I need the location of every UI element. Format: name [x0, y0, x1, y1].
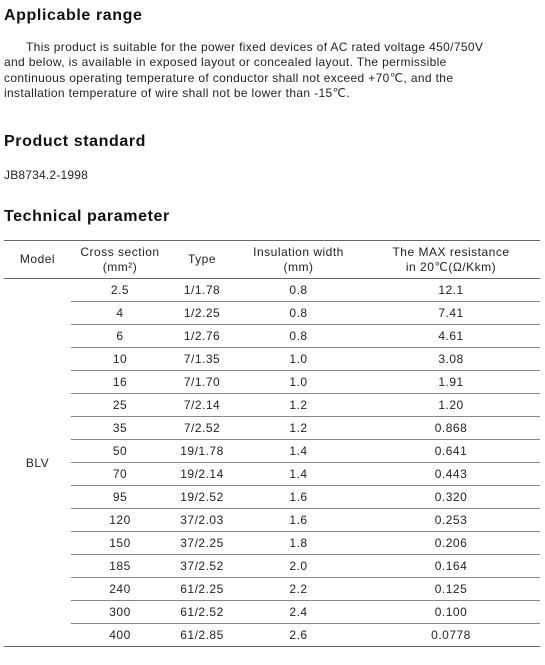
paragraph-line: and below, is available in exposed layout or concealed layout. The permissible	[4, 55, 447, 70]
max-resistance-cell: 1.91	[362, 371, 540, 394]
type-cell: 7/1.35	[169, 348, 235, 371]
paragraph-line: installation temperature of wire shall not be lower than -15℃.	[4, 85, 351, 100]
max-resistance-cell: 0.641	[362, 440, 540, 463]
table-row	[4, 601, 540, 624]
type-cell: 61/2.25	[169, 578, 235, 601]
max-resistance-cell: 12.1	[362, 279, 540, 302]
column-header-type: Type	[169, 241, 235, 279]
cross-section-cell: 185	[71, 555, 169, 578]
insulation-width-cell: 0.8	[235, 325, 362, 348]
table-body	[4, 279, 540, 647]
table-row	[4, 394, 540, 417]
product-standard-value: JB8734.2-1998	[4, 168, 88, 182]
product-standard-heading: Product standard	[4, 133, 147, 150]
max-resistance-cell: 0.0778	[362, 624, 540, 647]
technical-parameter-table	[4, 240, 540, 647]
table-row	[4, 325, 540, 348]
cross-section-cell: 10	[71, 348, 169, 371]
paragraph-line: This product is suitable for the power fixed devices of AC rated voltage 450/750V	[26, 40, 484, 54]
model-cell: BLV	[4, 279, 71, 647]
type-cell: 61/2.85	[169, 624, 235, 647]
table-row	[4, 486, 540, 509]
insulation-width-cell: 1.6	[235, 486, 362, 509]
cross-section-cell: 16	[71, 371, 169, 394]
table-row	[4, 532, 540, 555]
column-header-model: Model	[4, 241, 71, 279]
max-resistance-cell: 0.125	[362, 578, 540, 601]
cross-section-cell: 2.5	[71, 279, 169, 302]
max-resistance-cell: 0.443	[362, 463, 540, 486]
max-resistance-cell: 0.164	[362, 555, 540, 578]
cross-section-cell: 120	[71, 509, 169, 532]
type-cell: 1/2.25	[169, 302, 235, 325]
max-resistance-cell: 1.20	[362, 394, 540, 417]
type-cell: 37/2.03	[169, 509, 235, 532]
type-cell: 61/2.52	[169, 601, 235, 624]
table-row	[4, 302, 540, 325]
table-row	[4, 509, 540, 532]
insulation-width-cell: 1.2	[235, 394, 362, 417]
table-row	[4, 578, 540, 601]
applicable-range-heading: Applicable range	[4, 7, 143, 24]
cross-section-cell: 95	[71, 486, 169, 509]
insulation-width-cell: 1.2	[235, 417, 362, 440]
paragraph-line: continuous operating temperature of conductor shall not exceed +70℃, and the	[4, 70, 454, 85]
type-cell: 1/2.76	[169, 325, 235, 348]
cross-section-cell: 6	[71, 325, 169, 348]
table-row	[4, 440, 540, 463]
column-header-max-resistance: The MAX resistance in 20℃(Ω/Kkm)	[362, 241, 540, 279]
column-header-insulation-width: Insulation width (mm)	[235, 241, 362, 279]
insulation-width-cell: 1.0	[235, 371, 362, 394]
insulation-width-cell: 1.0	[235, 348, 362, 371]
insulation-width-cell: 1.8	[235, 532, 362, 555]
type-cell: 37/2.25	[169, 532, 235, 555]
type-cell: 19/2.14	[169, 463, 235, 486]
type-cell: 7/2.52	[169, 417, 235, 440]
table-header-row	[4, 241, 540, 279]
table-row	[4, 417, 540, 440]
insulation-width-cell: 1.6	[235, 509, 362, 532]
type-cell: 7/1.70	[169, 371, 235, 394]
cross-section-cell: 4	[71, 302, 169, 325]
table-row	[4, 371, 540, 394]
insulation-width-cell: 2.4	[235, 601, 362, 624]
table-row	[4, 624, 540, 647]
type-cell: 7/2.14	[169, 394, 235, 417]
type-cell: 1/1.78	[169, 279, 235, 302]
table-row	[4, 348, 540, 371]
cross-section-cell: 70	[71, 463, 169, 486]
cross-section-cell: 400	[71, 624, 169, 647]
insulation-width-cell: 2.2	[235, 578, 362, 601]
type-cell: 19/1.78	[169, 440, 235, 463]
max-resistance-cell: 0.100	[362, 601, 540, 624]
max-resistance-cell: 0.206	[362, 532, 540, 555]
column-header-cross-section: Cross section (mm²)	[71, 241, 169, 279]
max-resistance-cell: 7.41	[362, 302, 540, 325]
insulation-width-cell: 1.4	[235, 440, 362, 463]
max-resistance-cell: 0.868	[362, 417, 540, 440]
insulation-width-cell: 2.6	[235, 624, 362, 647]
cross-section-cell: 25	[71, 394, 169, 417]
insulation-width-cell: 0.8	[235, 302, 362, 325]
max-resistance-cell: 0.320	[362, 486, 540, 509]
table-row	[4, 463, 540, 486]
max-resistance-cell: 0.253	[362, 509, 540, 532]
cross-section-cell: 50	[71, 440, 169, 463]
max-resistance-cell: 4.61	[362, 325, 540, 348]
applicable-range-paragraph	[4, 40, 544, 101]
type-cell: 37/2.52	[169, 555, 235, 578]
cross-section-cell: 240	[71, 578, 169, 601]
cross-section-cell: 150	[71, 532, 169, 555]
type-cell: 19/2.52	[169, 486, 235, 509]
table-row	[4, 279, 540, 302]
table-row	[4, 555, 540, 578]
insulation-width-cell: 2.0	[235, 555, 362, 578]
insulation-width-cell: 0.8	[235, 279, 362, 302]
cross-section-cell: 300	[71, 601, 169, 624]
cross-section-cell: 35	[71, 417, 169, 440]
max-resistance-cell: 3.08	[362, 348, 540, 371]
technical-parameter-heading: Technical parameter	[4, 208, 170, 225]
insulation-width-cell: 1.4	[235, 463, 362, 486]
